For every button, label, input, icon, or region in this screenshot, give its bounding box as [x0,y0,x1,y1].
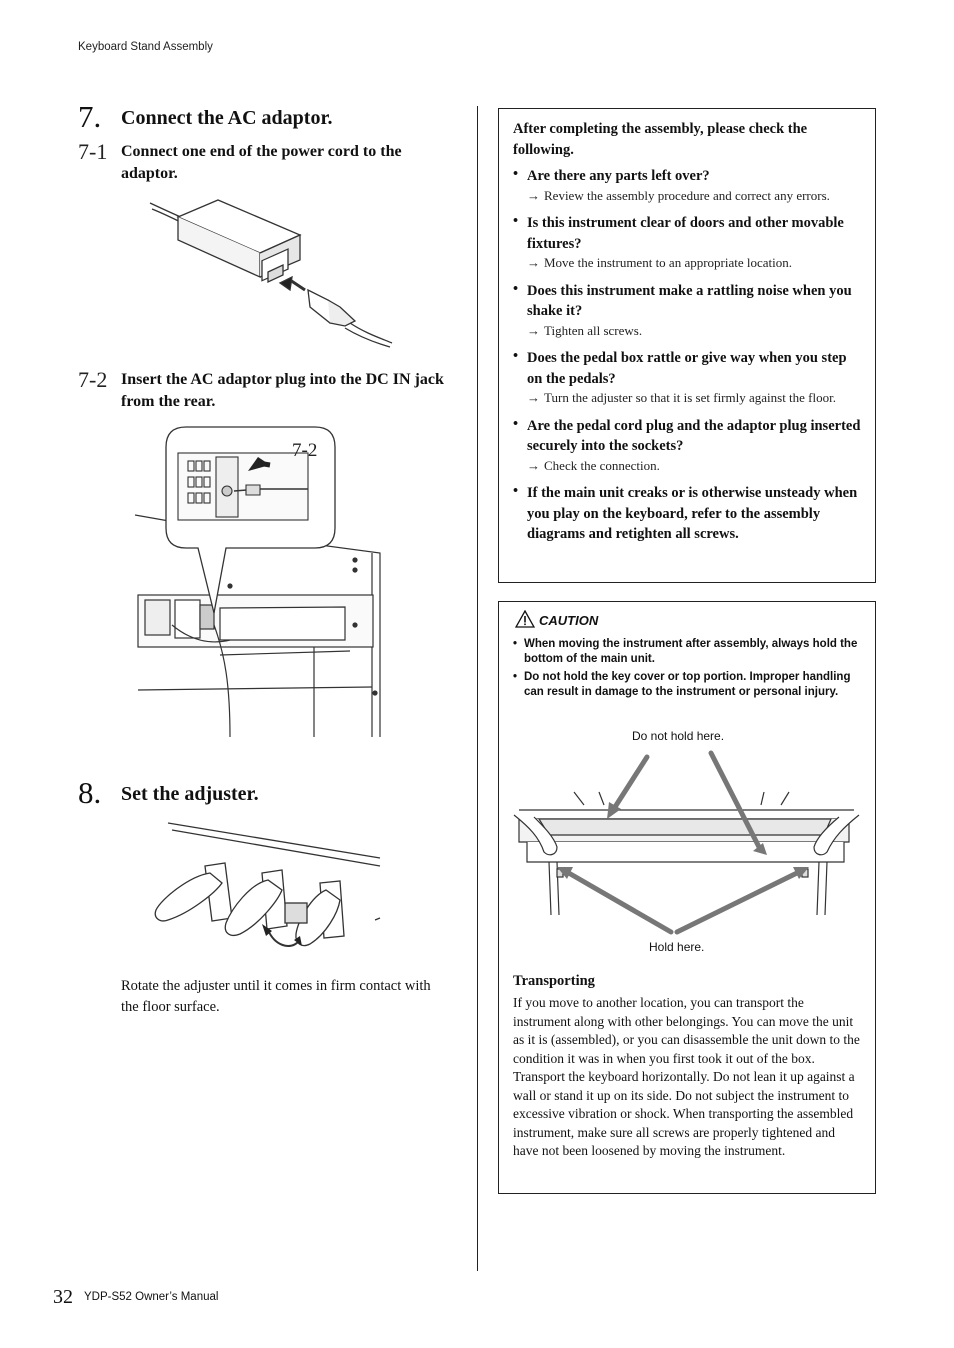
checklist-question: If the main unit creaks or is otherwise unsteady when you play on the keyboard, refer to the assembly diagrams and retighten all screws. [527,485,858,542]
caution-text: Do not hold the key cover or top portion. Improper handling can result in damage to the instrument or personal injury. [524,671,851,698]
arrow-right-icon: → [527,322,540,338]
caution-box [498,601,876,1194]
checklist-item [513,166,861,205]
assembly-checklist-box [498,108,876,583]
checklist-item [513,281,861,341]
arrow-right-icon: → [527,187,540,203]
checklist-question: Are there any parts left over? [527,168,710,184]
dc-in-jack-illustration [130,425,390,737]
step-8-title: Set the adjuster. [121,783,259,805]
checklist-question: Does this instrument make a rattling noise when you shake it? [527,282,852,319]
checklist-item [513,213,861,273]
checklist-item [513,416,861,476]
warning-triangle-icon [515,610,535,628]
bullet: • [513,671,518,683]
checklist-answer [527,254,861,273]
bullet: • [513,483,519,499]
checklist-answer-text: Review the assembly procedure and correct any errors. [544,187,830,203]
substep-7-2-number: 7-2 [78,367,108,392]
caution-text: When moving the instrument after assembly, always hold the bottom of the main unit. [524,638,858,665]
arrow-right-icon: → [527,390,540,405]
bullet: • [513,415,519,432]
checklist [513,166,861,545]
checklist-question: Are the pedal cord plug and the adaptor plug inserted securely into the sockets? [527,417,861,454]
checklist-answer [527,457,861,476]
step-8-number: 8. [78,775,102,810]
caution-heading: CAUTION [539,613,599,628]
checklist-answer-text: Check the connection. [544,457,660,473]
keyboard-carrying-illustration [509,747,865,947]
checklist-item [513,348,861,408]
bullet: • [513,166,519,182]
column-divider [477,106,478,1271]
checklist-answer-text: Tighten all screws. [544,322,643,338]
figure-label-do-not-hold: Do not hold here. [632,729,725,743]
checklist-question: Does the pedal box rattle or give way when you step on the pedals? [527,350,847,387]
caution-header [515,610,855,630]
arrow-right-icon: → [527,255,540,270]
transporting-body: If you move to another location, you can transport the instrument along with other belongings. You can move the unit as it is (assembled), or you can disassemble the unit down to the condition it was in when you first took it out of the box. Transport the keyboard horizontally. Do not lean it up against a wall or stand it up on its side. Do not subject the instrument to excessive vibration or shock. When transporting the assembled instrument, make sure all screws are properly tightened and have not been loosened by moving the instrument. [513,995,860,1158]
checklist-answer [527,389,861,408]
caution-item [513,670,858,700]
checklist-intro: After completing the assembly, please check the following. [513,121,808,158]
transporting-title: Transporting [513,973,595,989]
bullet: • [513,213,519,229]
bullet: • [513,280,519,297]
checklist-answer-text: Move the instrument to an appropriate location. [544,255,793,270]
step-7-title: Connect the AC adaptor. [121,107,333,129]
bullet: • [513,348,519,364]
step-8-instruction: Rotate the adjuster until it comes in firm contact with the floor surface. [121,978,431,1015]
checklist-answer [527,322,861,341]
substep-7-1-text: Connect one end of the power cord to the adaptor. [121,143,402,182]
caution-item [513,637,858,667]
figure-label-hold-here: Hold here. [649,940,705,954]
substep-7-1-number: 7-1 [78,139,108,164]
checklist-answer [527,187,861,206]
step-7-number: 7. [78,99,102,134]
pedal-adjuster-illustration [150,818,390,958]
checklist-item [513,483,861,545]
caution-list [513,637,858,703]
running-header: Keyboard Stand Assembly [78,41,213,53]
callout-label: 7-2 [292,440,318,461]
substep-7-2-text: Insert the AC adaptor plug into the DC IN jack from the rear. [121,371,444,410]
arrow-right-icon: → [527,457,540,473]
manual-title: YDP-S52 Owner’s Manual [84,1291,219,1303]
bullet: • [513,638,518,650]
ac-adaptor-illustration [140,195,400,350]
page-number: 32 [53,1286,73,1308]
checklist-answer-text: Turn the adjuster so that it is set firmly against the floor. [544,390,836,405]
checklist-question: Is this instrument clear of doors and other movable fixtures? [527,215,844,252]
